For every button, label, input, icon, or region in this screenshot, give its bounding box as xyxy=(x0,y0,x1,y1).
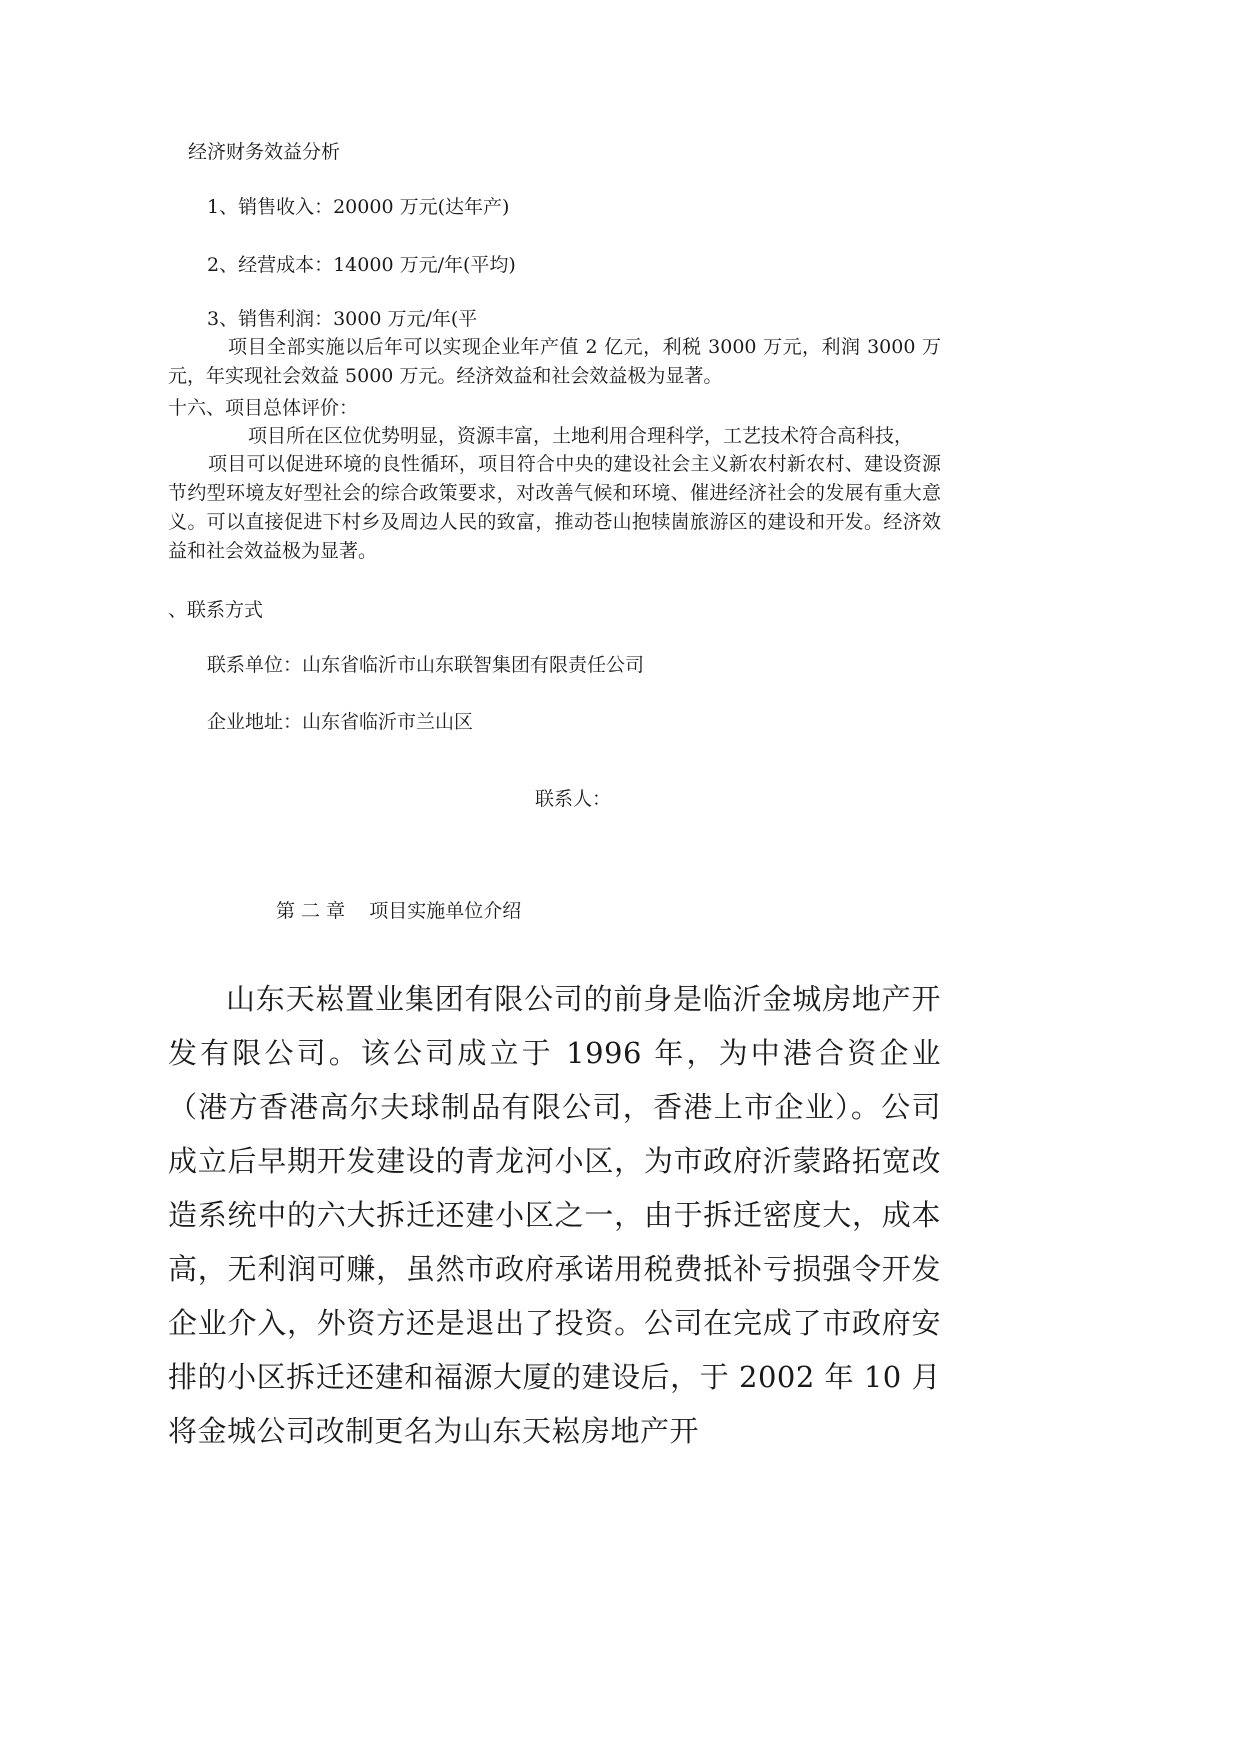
list-item-sales-profit: 3、销售利润：3000 万元/年(平 xyxy=(207,308,478,330)
chapter-title: 第 二 章 项目实施单位介绍 xyxy=(276,900,522,922)
evaluation-heading: 十六、项目总体评价： xyxy=(168,397,359,419)
contact-unit: 联系单位：山东省临沂市山东联智集团有限责任公司 xyxy=(207,654,645,676)
summary-paragraph: 项目全部实施以后年可以实现企业年产值 2 亿元，利税 3000 万元，利润 3000 万元，年实现社会效益 5000 万元。经济效益和社会效益极为显著。 xyxy=(168,336,941,387)
list-item-operating-cost: 2、经营成本：14000 万元/年(平均) xyxy=(207,254,516,276)
contact-person: 联系人： xyxy=(535,788,612,810)
list-item-sales-revenue: 1、销售收入：20000 万元(达年产) xyxy=(207,196,510,218)
contact-address: 企业地址：山东省临沂市兰山区 xyxy=(207,711,474,733)
evaluation-first-line: 项目所在区位优势明显，资源丰富，土地利用合理科学，工艺技术符合高科技， xyxy=(248,425,914,447)
section-title: 经济财务效益分析 xyxy=(188,141,341,163)
company-intro-paragraph: 山东天崧置业集团有限公司的前身是临沂金城房地产开发有限公司。该公司成立于 1996 年，为中港合资企业（港方香港高尔夫球制品有限公司，香港上市企业）。公司成立后早期开发建设的青龙河小区，为市政府沂蒙路拓宽改造系统中的六大拆迁还建小区之一，由于拆迁密度大，成本高，无利润可赚，虽然市政府承诺用税费抵补亏损强令开发企业介入，外资方还是退出了投资。公司在完成了市政府安排的小区拆迁还建和福源大厦的建设后，于 2002 年 10 月将金城公司改制更名为山东天崧房地产开 xyxy=(168,982,941,1448)
contact-heading: 、联系方式 xyxy=(168,599,264,621)
evaluation-paragraph: 项目可以促进环境的良性循环，项目符合中央的建设社会主义新农村新农村、建设资源节约型环境友好型社会的综合政策要求，对改善气候和环境、催进经济社会的发展有重大意义。可以直接促进下村乡及周边人民的致富，推动苍山抱犊崮旅游区的建设和开发。经济效益和社会效益极为显著。 xyxy=(168,453,941,562)
